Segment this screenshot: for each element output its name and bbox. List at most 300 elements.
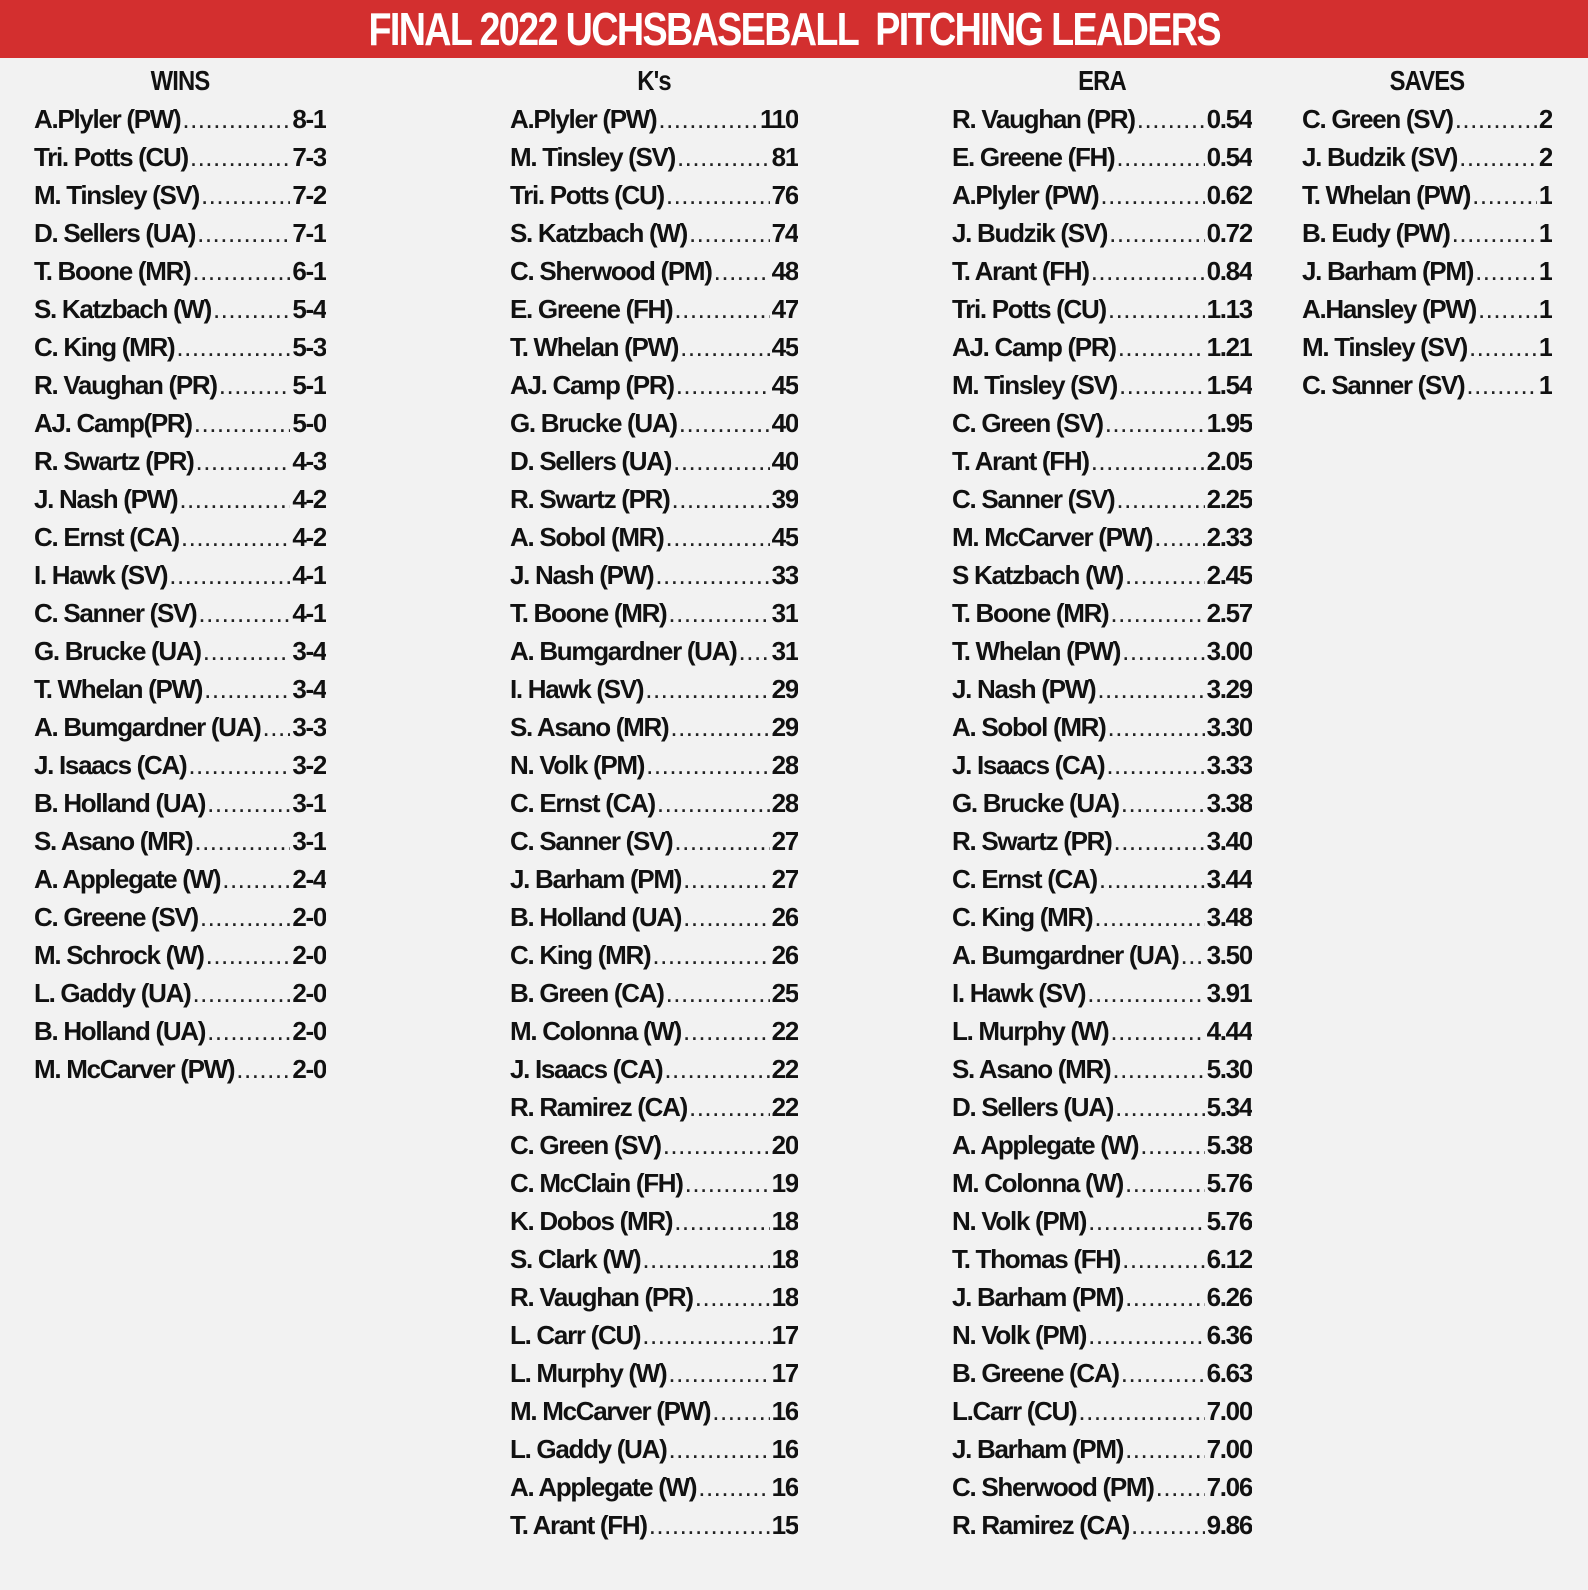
dot-leader	[1087, 974, 1204, 1012]
dot-leader	[739, 632, 770, 670]
dot-leader	[1154, 518, 1204, 556]
player-name: J. Barham (PM)	[510, 864, 682, 894]
leader-entry	[952, 100, 1252, 138]
dot-leader	[200, 898, 290, 936]
leader-entry	[510, 404, 798, 442]
stat-value: 3-4	[292, 674, 326, 704]
dot-leader	[1094, 898, 1204, 936]
player-name: L. Murphy (W)	[510, 1358, 667, 1388]
stat-value: 0.72	[1206, 218, 1252, 248]
dot-leader	[674, 290, 769, 328]
stat-value: 1.21	[1206, 332, 1252, 362]
stat-value: 1.95	[1206, 408, 1252, 438]
player-name: C. Ernst (CA)	[510, 788, 655, 818]
leader-entry	[34, 784, 326, 822]
leader-entry	[1302, 366, 1552, 404]
leader-entry	[510, 670, 798, 708]
stat-value: 27	[771, 826, 798, 856]
leader-entry	[34, 176, 326, 214]
leader-entry	[34, 480, 326, 518]
player-name: R. Swartz (PR)	[510, 484, 670, 514]
dot-leader	[1459, 138, 1537, 176]
leader-entry	[510, 1164, 798, 1202]
leader-entry	[952, 214, 1252, 252]
dot-leader	[1125, 556, 1205, 594]
stat-value: 0.54	[1206, 142, 1252, 172]
leader-entry	[952, 974, 1252, 1012]
leader-entry	[510, 518, 798, 556]
dot-leader	[649, 1506, 770, 1544]
player-name: M. Tinsley (SV)	[510, 142, 675, 172]
era-header: ERA	[1078, 65, 1126, 96]
leader-entry	[952, 1506, 1252, 1544]
player-name: D. Sellers (UA)	[510, 446, 672, 476]
player-name: R. Swartz (PR)	[952, 826, 1112, 856]
leader-entry	[1302, 138, 1552, 176]
stat-value: 3.33	[1206, 750, 1252, 780]
stat-value: 33	[771, 560, 798, 590]
stat-value: 2.05	[1206, 446, 1252, 476]
dot-leader	[213, 290, 290, 328]
leader-entry	[1302, 100, 1552, 138]
dot-leader	[1110, 594, 1204, 632]
player-name: T. Boone (MR)	[34, 256, 191, 286]
leader-entry	[952, 138, 1252, 176]
dot-leader	[655, 556, 769, 594]
dot-leader	[197, 214, 290, 252]
leader-entry	[510, 1430, 798, 1468]
leader-entry	[34, 328, 326, 366]
leader-entry	[34, 556, 326, 594]
leader-entry	[510, 442, 798, 480]
dot-leader	[203, 632, 291, 670]
dot-leader	[714, 252, 770, 290]
stat-value: 22	[771, 1092, 798, 1122]
dot-leader	[1131, 1506, 1205, 1544]
leader-entry	[952, 1278, 1252, 1316]
player-name: A. Applegate (W)	[34, 864, 221, 894]
dot-leader	[1156, 1468, 1205, 1506]
player-name: C. Green (SV)	[510, 1130, 661, 1160]
player-name: M. McCarver (PW)	[510, 1396, 711, 1426]
player-name: I. Hawk (SV)	[34, 560, 168, 590]
player-name: T. Whelan (PW)	[34, 674, 203, 704]
stat-value: 1.13	[1206, 294, 1252, 324]
dot-leader	[712, 1392, 769, 1430]
player-name: AJ. Camp (PR)	[510, 370, 674, 400]
player-name: N. Volk (PM)	[510, 750, 645, 780]
player-name: G. Brucke (UA)	[510, 408, 677, 438]
stat-value: 15	[771, 1510, 798, 1540]
dot-leader	[1122, 1240, 1204, 1278]
leader-entry	[952, 1240, 1252, 1278]
leader-entry	[952, 556, 1252, 594]
player-name: C. Sanner (SV)	[34, 598, 197, 628]
leader-entry	[510, 898, 798, 936]
dot-leader	[169, 556, 290, 594]
dot-leader	[204, 670, 290, 708]
stat-value: 3-4	[292, 636, 326, 666]
player-name: S. Katzbach (W)	[510, 218, 687, 248]
page-title: FINAL 2022 UCHSBASEBALL PITCHING LEADERS	[368, 3, 1220, 55]
player-name: T. Arant (FH)	[510, 1510, 647, 1540]
stat-value: 3.48	[1206, 902, 1252, 932]
player-name: T. Arant (FH)	[952, 446, 1089, 476]
leader-entry	[952, 1202, 1252, 1240]
stat-value: 16	[771, 1472, 798, 1502]
leader-entry	[952, 442, 1252, 480]
stat-value: 28	[771, 788, 798, 818]
leader-entry	[510, 1088, 798, 1126]
dot-leader	[195, 442, 290, 480]
dot-leader	[1452, 214, 1537, 252]
leader-entry	[510, 1316, 798, 1354]
stat-value: 3-2	[292, 750, 326, 780]
leader-entry	[510, 480, 798, 518]
stat-value: 1	[1538, 256, 1552, 286]
stat-value: 7-2	[292, 180, 326, 210]
leader-entry	[34, 822, 326, 860]
stat-value: 6.12	[1206, 1244, 1252, 1274]
dot-leader	[646, 746, 770, 784]
player-name: C. Ernst (CA)	[34, 522, 179, 552]
player-name: C. King (MR)	[952, 902, 1093, 932]
player-name: T. Whelan (PW)	[1302, 180, 1471, 210]
stat-value: 5-4	[292, 294, 326, 324]
stat-value: 1	[1538, 332, 1552, 362]
wins-column	[34, 62, 326, 1088]
saves-column	[1302, 62, 1552, 404]
dot-leader	[1091, 442, 1205, 480]
stat-value: 27	[771, 864, 798, 894]
player-name: C. Green (SV)	[952, 408, 1103, 438]
stat-value: 5.76	[1206, 1206, 1252, 1236]
stat-value: 22	[771, 1016, 798, 1046]
leader-entry	[952, 594, 1252, 632]
dot-leader	[668, 594, 769, 632]
stat-value: 0.54	[1206, 104, 1252, 134]
leader-entry	[952, 1392, 1252, 1430]
dot-leader	[679, 404, 770, 442]
leader-entry	[952, 328, 1252, 366]
dot-leader	[674, 822, 769, 860]
player-name: S. Katzbach (W)	[34, 294, 211, 324]
stat-value: 19	[771, 1168, 798, 1198]
player-name: C. Sanner (SV)	[952, 484, 1115, 514]
player-name: R. Vaughan (PR)	[510, 1282, 693, 1312]
stat-value: 1.54	[1206, 370, 1252, 400]
leader-entry	[34, 214, 326, 252]
leader-entry	[34, 974, 326, 1012]
player-name: A. Applegate (W)	[952, 1130, 1139, 1160]
dot-leader	[207, 784, 290, 822]
stat-value: 17	[771, 1320, 798, 1350]
player-name: A. Bumgardner (UA)	[510, 636, 737, 666]
leader-entry	[1302, 290, 1552, 328]
leader-entry	[510, 100, 798, 138]
strikeouts-header: K's	[637, 65, 671, 96]
stat-value: 5-1	[292, 370, 326, 400]
dot-leader	[689, 1088, 770, 1126]
leader-entry	[952, 746, 1252, 784]
leader-entry	[952, 518, 1252, 556]
player-name: A.Plyler (PW)	[510, 104, 657, 134]
leader-entry	[952, 670, 1252, 708]
player-name: M. Tinsley (SV)	[34, 180, 199, 210]
stat-value: 3-1	[292, 788, 326, 818]
dot-leader	[206, 936, 291, 974]
stat-value: 18	[771, 1244, 798, 1274]
leader-entry	[952, 404, 1252, 442]
player-name: A. Applegate (W)	[510, 1472, 697, 1502]
dot-leader	[658, 100, 758, 138]
leader-entry	[510, 1240, 798, 1278]
stat-value: 29	[771, 674, 798, 704]
stat-value: 26	[771, 902, 798, 932]
player-name: L.Carr (CU)	[952, 1396, 1077, 1426]
player-name: M. Schrock (W)	[34, 940, 204, 970]
leader-entry	[34, 1050, 326, 1088]
player-name: J. Barham (PM)	[952, 1282, 1124, 1312]
leader-entry	[34, 594, 326, 632]
leader-entry	[952, 708, 1252, 746]
dot-leader	[1475, 252, 1537, 290]
dot-leader	[181, 518, 290, 556]
player-name: L. Carr (CU)	[510, 1320, 641, 1350]
dot-leader	[1118, 328, 1205, 366]
wins-list	[34, 100, 326, 1088]
stat-value: 6-1	[292, 256, 326, 286]
player-name: S. Asano (MR)	[34, 826, 193, 856]
leader-entry	[34, 518, 326, 556]
dot-leader	[1472, 176, 1537, 214]
leader-entry	[510, 176, 798, 214]
leader-entry	[510, 708, 798, 746]
leader-entry	[510, 252, 798, 290]
leader-entry	[1302, 252, 1552, 290]
stat-value: 5.38	[1206, 1130, 1252, 1160]
player-name: J. Budzik (SV)	[952, 218, 1108, 248]
player-name: A.Plyler (PW)	[952, 180, 1099, 210]
stat-value: 6.63	[1206, 1358, 1252, 1388]
dot-leader	[698, 1468, 769, 1506]
leader-entry	[952, 1050, 1252, 1088]
leader-entry	[34, 746, 326, 784]
leader-entry	[510, 1354, 798, 1392]
stat-value: 3.40	[1206, 826, 1252, 856]
stat-value: 3.38	[1206, 788, 1252, 818]
player-name: J. Isaacs (CA)	[510, 1054, 663, 1084]
stat-value: 5-3	[292, 332, 326, 362]
leader-entry	[952, 480, 1252, 518]
dot-leader	[1478, 290, 1537, 328]
player-name: N. Volk (PM)	[952, 1206, 1087, 1236]
stat-value: 5.34	[1206, 1092, 1252, 1122]
dot-leader	[1078, 1392, 1204, 1430]
dot-leader	[677, 138, 770, 176]
leader-entry	[952, 822, 1252, 860]
dot-leader	[176, 328, 290, 366]
leader-entry	[952, 290, 1252, 328]
player-name: C. Sherwood (PM)	[510, 256, 712, 286]
stat-value: 2-4	[292, 864, 326, 894]
dot-leader	[1455, 100, 1537, 138]
dot-leader	[201, 176, 290, 214]
dot-leader	[683, 898, 770, 936]
era-column	[952, 62, 1252, 1544]
stat-value: 8-1	[292, 104, 326, 134]
player-name: Tri. Potts (CU)	[34, 142, 188, 172]
stat-value: 3.00	[1206, 636, 1252, 666]
player-name: C. Sherwood (PM)	[952, 1472, 1154, 1502]
dot-leader	[1091, 252, 1205, 290]
player-name: S. Asano (MR)	[510, 712, 669, 742]
player-name: B. Holland (UA)	[34, 1016, 206, 1046]
dot-leader	[198, 594, 290, 632]
dot-leader	[1099, 860, 1205, 898]
dot-leader	[1466, 366, 1536, 404]
player-name: G. Brucke (UA)	[952, 788, 1119, 818]
leader-entry	[952, 1164, 1252, 1202]
stat-value: 1	[1538, 218, 1552, 248]
dot-leader	[1113, 822, 1204, 860]
stat-value: 0.62	[1206, 180, 1252, 210]
dot-leader	[188, 746, 290, 784]
player-name: Tri. Potts (CU)	[952, 294, 1106, 324]
leader-entry	[510, 1012, 798, 1050]
player-name: N. Volk (PM)	[952, 1320, 1087, 1350]
stat-value: 16	[771, 1434, 798, 1464]
stat-value: 22	[771, 1054, 798, 1084]
dot-leader	[685, 1164, 770, 1202]
leader-entry	[34, 898, 326, 936]
stat-value: 3-3	[292, 712, 326, 742]
player-name: C. Sanner (SV)	[510, 826, 673, 856]
leader-entry	[510, 328, 798, 366]
leader-entry	[34, 936, 326, 974]
dot-leader	[668, 1430, 769, 1468]
stat-value: 7-3	[292, 142, 326, 172]
player-name: B. Holland (UA)	[34, 788, 206, 818]
dot-leader	[670, 708, 769, 746]
dot-leader	[1112, 1050, 1204, 1088]
dot-leader	[1122, 632, 1204, 670]
leader-entry	[510, 1050, 798, 1088]
leader-entry	[510, 290, 798, 328]
dot-leader	[1125, 1164, 1205, 1202]
stat-value: 2-0	[292, 1016, 326, 1046]
leader-entry	[510, 1506, 798, 1544]
strikeouts-column	[510, 62, 798, 1544]
player-name: B. Holland (UA)	[510, 902, 682, 932]
player-name: J. Barham (PM)	[1302, 256, 1474, 286]
leader-entry	[952, 860, 1252, 898]
stat-value: 3.91	[1206, 978, 1252, 1008]
leader-entry	[34, 366, 326, 404]
dot-leader	[666, 974, 770, 1012]
dot-leader	[1121, 784, 1205, 822]
player-name: R. Swartz (PR)	[34, 446, 194, 476]
stat-value: 28	[771, 750, 798, 780]
stat-value: 45	[771, 522, 798, 552]
stat-value: 7.06	[1206, 1472, 1252, 1502]
player-name: M. McCarver (PW)	[952, 522, 1153, 552]
dot-leader	[673, 442, 770, 480]
player-name: C. King (MR)	[510, 940, 651, 970]
stat-value: 31	[771, 598, 798, 628]
stat-value: 4-1	[292, 598, 326, 628]
stat-value: 3.29	[1206, 674, 1252, 704]
player-name: T. Arant (FH)	[952, 256, 1089, 286]
dot-leader	[1108, 708, 1205, 746]
saves-header: SAVES	[1389, 65, 1465, 96]
dot-leader	[695, 1278, 770, 1316]
stat-value: 1	[1538, 370, 1552, 400]
stat-value: 25	[771, 978, 798, 1008]
stat-value: 48	[771, 256, 798, 286]
leader-entry	[952, 632, 1252, 670]
leader-entry	[952, 1088, 1252, 1126]
stat-value: 2	[1538, 142, 1552, 172]
player-name: A. Bumgardner (UA)	[34, 712, 261, 742]
leader-entry	[34, 290, 326, 328]
dot-leader	[664, 1050, 769, 1088]
dot-leader	[1125, 1430, 1205, 1468]
leader-entry	[34, 404, 326, 442]
player-name: AJ. Camp(PR)	[34, 408, 192, 438]
leader-entry	[510, 860, 798, 898]
dot-leader	[680, 328, 770, 366]
dot-leader	[1137, 100, 1205, 138]
player-name: R. Ramirez (CA)	[510, 1092, 687, 1122]
player-name: J. Nash (PW)	[34, 484, 178, 514]
player-name: R. Ramirez (CA)	[952, 1510, 1129, 1540]
leader-entry	[510, 594, 798, 632]
player-name: C. Sanner (SV)	[1302, 370, 1465, 400]
stat-value: 4.44	[1206, 1016, 1252, 1046]
leader-entry	[952, 252, 1252, 290]
player-name: C. Ernst (CA)	[952, 864, 1097, 894]
leader-entry	[34, 632, 326, 670]
player-name: T. Thomas (FH)	[952, 1244, 1121, 1274]
player-name: K. Dobos (MR)	[510, 1206, 673, 1236]
leader-entry	[34, 138, 326, 176]
player-name: T. Whelan (PW)	[510, 332, 679, 362]
leader-entry	[34, 1012, 326, 1050]
leader-entry	[510, 1202, 798, 1240]
stat-value: 1	[1538, 294, 1552, 324]
stat-value: 2	[1538, 104, 1552, 134]
stat-value: 6.26	[1206, 1282, 1252, 1312]
stat-value: 18	[771, 1206, 798, 1236]
stat-value: 17	[771, 1358, 798, 1388]
dot-leader	[642, 1240, 769, 1278]
leader-entry	[510, 1392, 798, 1430]
player-name: A.Hansley (PW)	[1302, 294, 1476, 324]
stat-value: 1	[1538, 180, 1552, 210]
leader-entry	[34, 442, 326, 480]
stat-value: 2.57	[1206, 598, 1252, 628]
dot-leader	[263, 708, 291, 746]
stat-value: 3.44	[1206, 864, 1252, 894]
dot-leader	[666, 176, 770, 214]
player-name: C. Greene (SV)	[34, 902, 198, 932]
leader-entry	[34, 860, 326, 898]
leader-entry	[510, 214, 798, 252]
leader-entry	[34, 670, 326, 708]
dot-leader	[642, 1316, 769, 1354]
player-name: J. Budzik (SV)	[1302, 142, 1458, 172]
